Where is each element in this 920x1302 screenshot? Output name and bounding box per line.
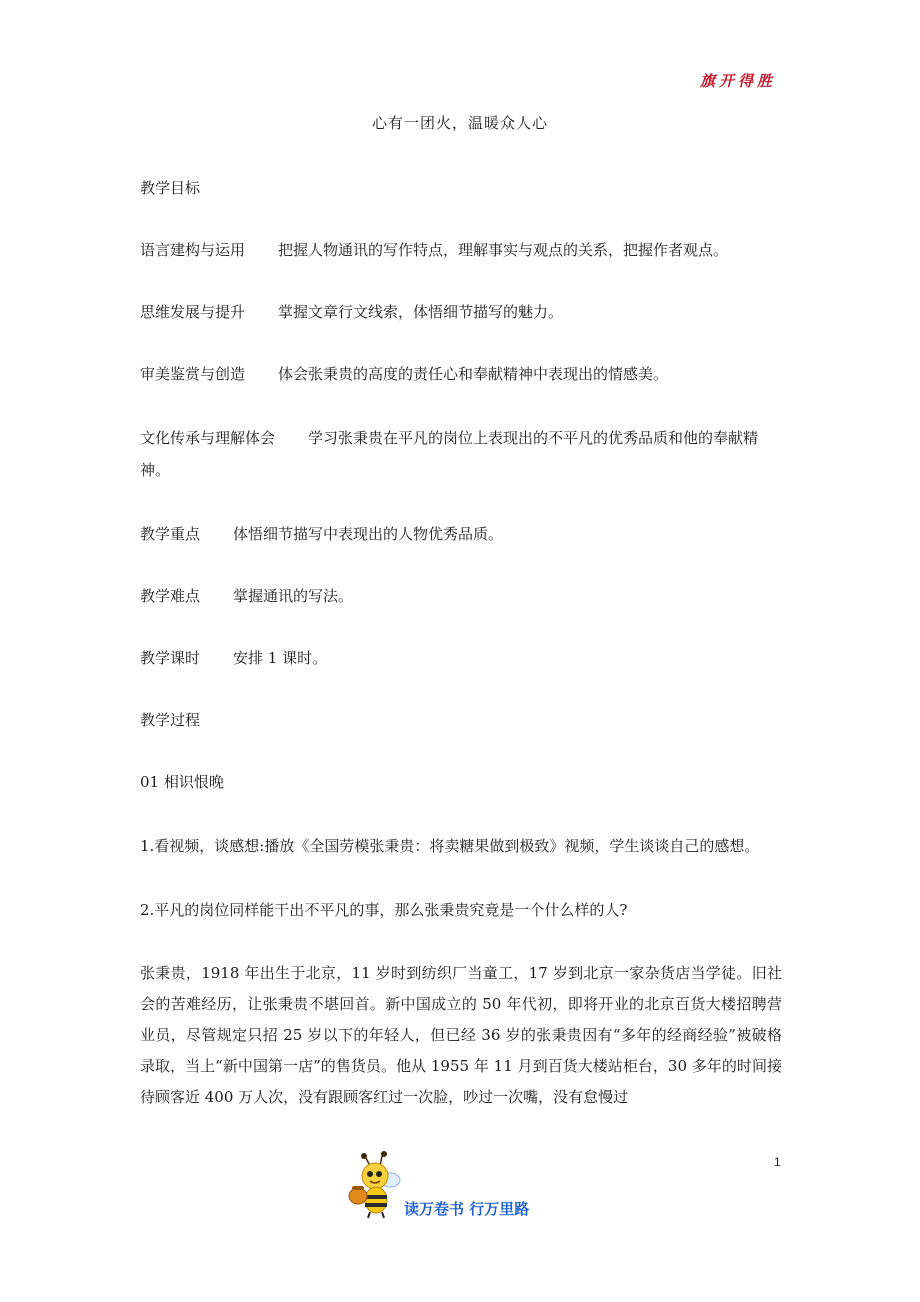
footer-logo	[346, 1148, 546, 1228]
key-point-label: 教学重点	[140, 525, 201, 543]
goal-culture	[140, 422, 782, 486]
bee-mascot-icon	[346, 1148, 406, 1220]
goal-thinking	[140, 298, 782, 326]
header-brand: 旗开得胜	[699, 72, 776, 90]
class-hours	[140, 644, 782, 672]
goal-label: 思维发展与提升	[140, 303, 246, 321]
goal-text: 体会张秉贵的高度的责任心和奉献精神中表现出的情感美。	[278, 365, 669, 383]
page-title: 心有一团火，温暖众人心	[371, 114, 548, 132]
goal-text: 掌握文章行文线索，体悟细节描写的魅力。	[278, 303, 564, 321]
difficulty-label: 教学难点	[140, 587, 201, 605]
page-number: 1	[774, 1155, 781, 1169]
goal-aesthetic	[140, 360, 782, 388]
goal-label: 语言建构与运用	[140, 241, 246, 259]
section-01-heading: 01 相识恨晚	[140, 773, 224, 791]
goal-label: 文化传承与理解体会	[140, 429, 276, 447]
class-hours-label: 教学课时	[140, 649, 201, 667]
goal-label: 审美鉴赏与创造	[140, 365, 246, 383]
story-paragraph: 张秉贵，1918 年出生于北京，11 岁时到纺织厂当童工，17 岁到北京一家杂货店当学徒。旧社会的苦难经历，让张秉贵不堪回首。新中国成立的 50 年代初，即将开业的北京百货大楼招聘营业员，尽管规定只招 25 岁以下的年轻人，但已经 36 岁的张秉贵因有“多年的经商经验”被破格录取，当上“新中国第一店”的售货员。他从 1955 年 11 月到百货大楼站柜台，30 多年的时间接待顾客近 400 万人次，没有跟顾客红过一次脸，吵过一次嘴，没有怠慢过	[140, 964, 782, 1106]
class-hours-text: 安排 1 课时。	[233, 649, 328, 667]
goal-text: 把握人物通讯的写作特点，理解事实与观点的关系，把握作者观点。	[278, 241, 729, 259]
step-2: 2.平凡的岗位同样能干出不平凡的事，那么张秉贵究竟是一个什么样的人?	[140, 901, 628, 919]
document-body	[140, 174, 782, 1113]
goal-language	[140, 236, 782, 264]
key-point	[140, 520, 782, 548]
key-point-text: 体悟细节描写中表现出的人物优秀品质。	[233, 525, 504, 543]
goal-text: 学习张秉贵在平凡的岗位上表现出的不平凡的优秀品质和他的奉献精神。	[140, 429, 759, 479]
process-heading: 教学过程	[140, 711, 201, 729]
step-1: 1.看视频，谈感想:播放《全国劳模张秉贵：将卖糖果做到极致》视频，学生谈谈自己的感想。	[140, 837, 760, 855]
difficulty-text: 掌握通讯的写法。	[233, 587, 354, 605]
difficulty	[140, 582, 782, 610]
goals-heading: 教学目标	[140, 179, 201, 197]
footer-slogan: 读万卷书 行万里路	[404, 1200, 530, 1218]
